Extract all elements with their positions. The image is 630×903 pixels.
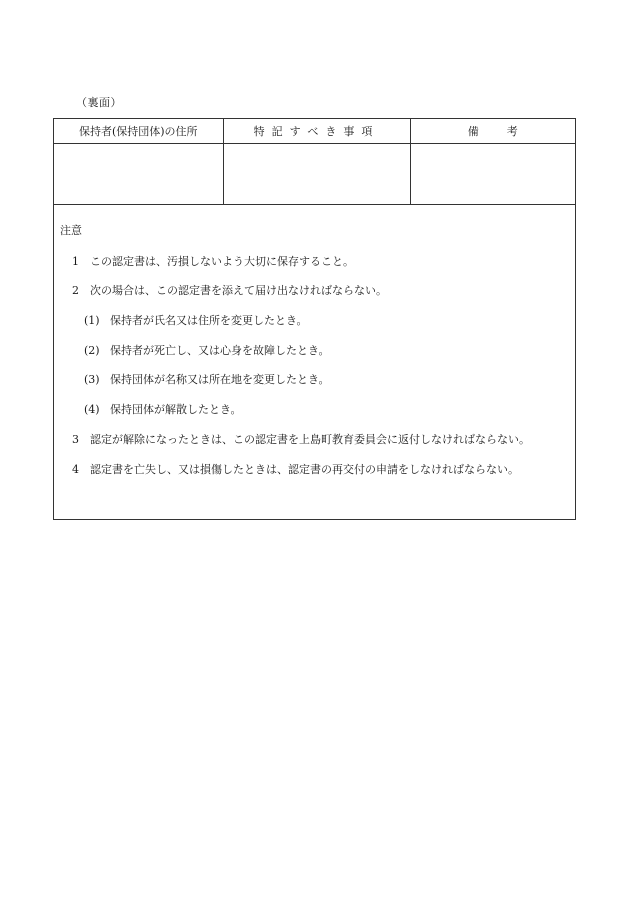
cell-remarks[interactable] [410, 144, 575, 205]
note-item-3 [72, 431, 530, 447]
notes-title: 注意 [60, 224, 82, 237]
header-holder-address: 保持者(保持団体)の住所 [54, 119, 223, 144]
note-number: 2 [72, 284, 79, 297]
subitem-text: 保持者が氏名又は住所を変更したとき。 [110, 314, 308, 327]
header-remarks: 備考 [410, 119, 575, 144]
note-subitem-4 [84, 401, 242, 417]
note-text: 次の場合は、この認定書を添えて届け出なければならない。 [90, 284, 387, 297]
note-number: 1 [72, 255, 79, 268]
subitem-number: (4) [84, 403, 100, 416]
subitem-number: (3) [84, 373, 100, 386]
record-table [54, 119, 575, 205]
cell-holder-address[interactable] [54, 144, 223, 205]
subitem-text: 保持者が死亡し、又は心身を故障したとき。 [110, 344, 330, 357]
note-number: 4 [72, 463, 79, 476]
note-subitem-1 [84, 312, 308, 328]
certificate-back-form [53, 118, 576, 520]
note-item-2 [72, 282, 387, 298]
note-subitem-2 [84, 342, 330, 358]
note-item-4 [72, 461, 519, 477]
header-special-notes: 特記すべき事項 [223, 119, 410, 144]
note-item-1 [72, 253, 354, 269]
page-side-label: （裏面） [76, 96, 122, 109]
subitem-number: (1) [84, 314, 100, 327]
table-entry-row [54, 144, 575, 205]
note-number: 3 [72, 433, 79, 446]
table-header-row [54, 119, 575, 144]
subitem-number: (2) [84, 344, 100, 357]
note-text: 認定書を亡失し、又は損傷したときは、認定書の再交付の申請をしなければならない。 [90, 463, 519, 476]
note-text: 認定が解除になったときは、この認定書を上島町教育委員会に返付しなければならない。 [90, 433, 530, 446]
subitem-text: 保持団体が解散したとき。 [110, 403, 242, 416]
subitem-text: 保持団体が名称又は所在地を変更したとき。 [110, 373, 330, 386]
note-text: この認定書は、汚損しないよう大切に保存すること。 [90, 255, 354, 268]
note-subitem-3 [84, 371, 330, 387]
cell-special-notes[interactable] [223, 144, 410, 205]
